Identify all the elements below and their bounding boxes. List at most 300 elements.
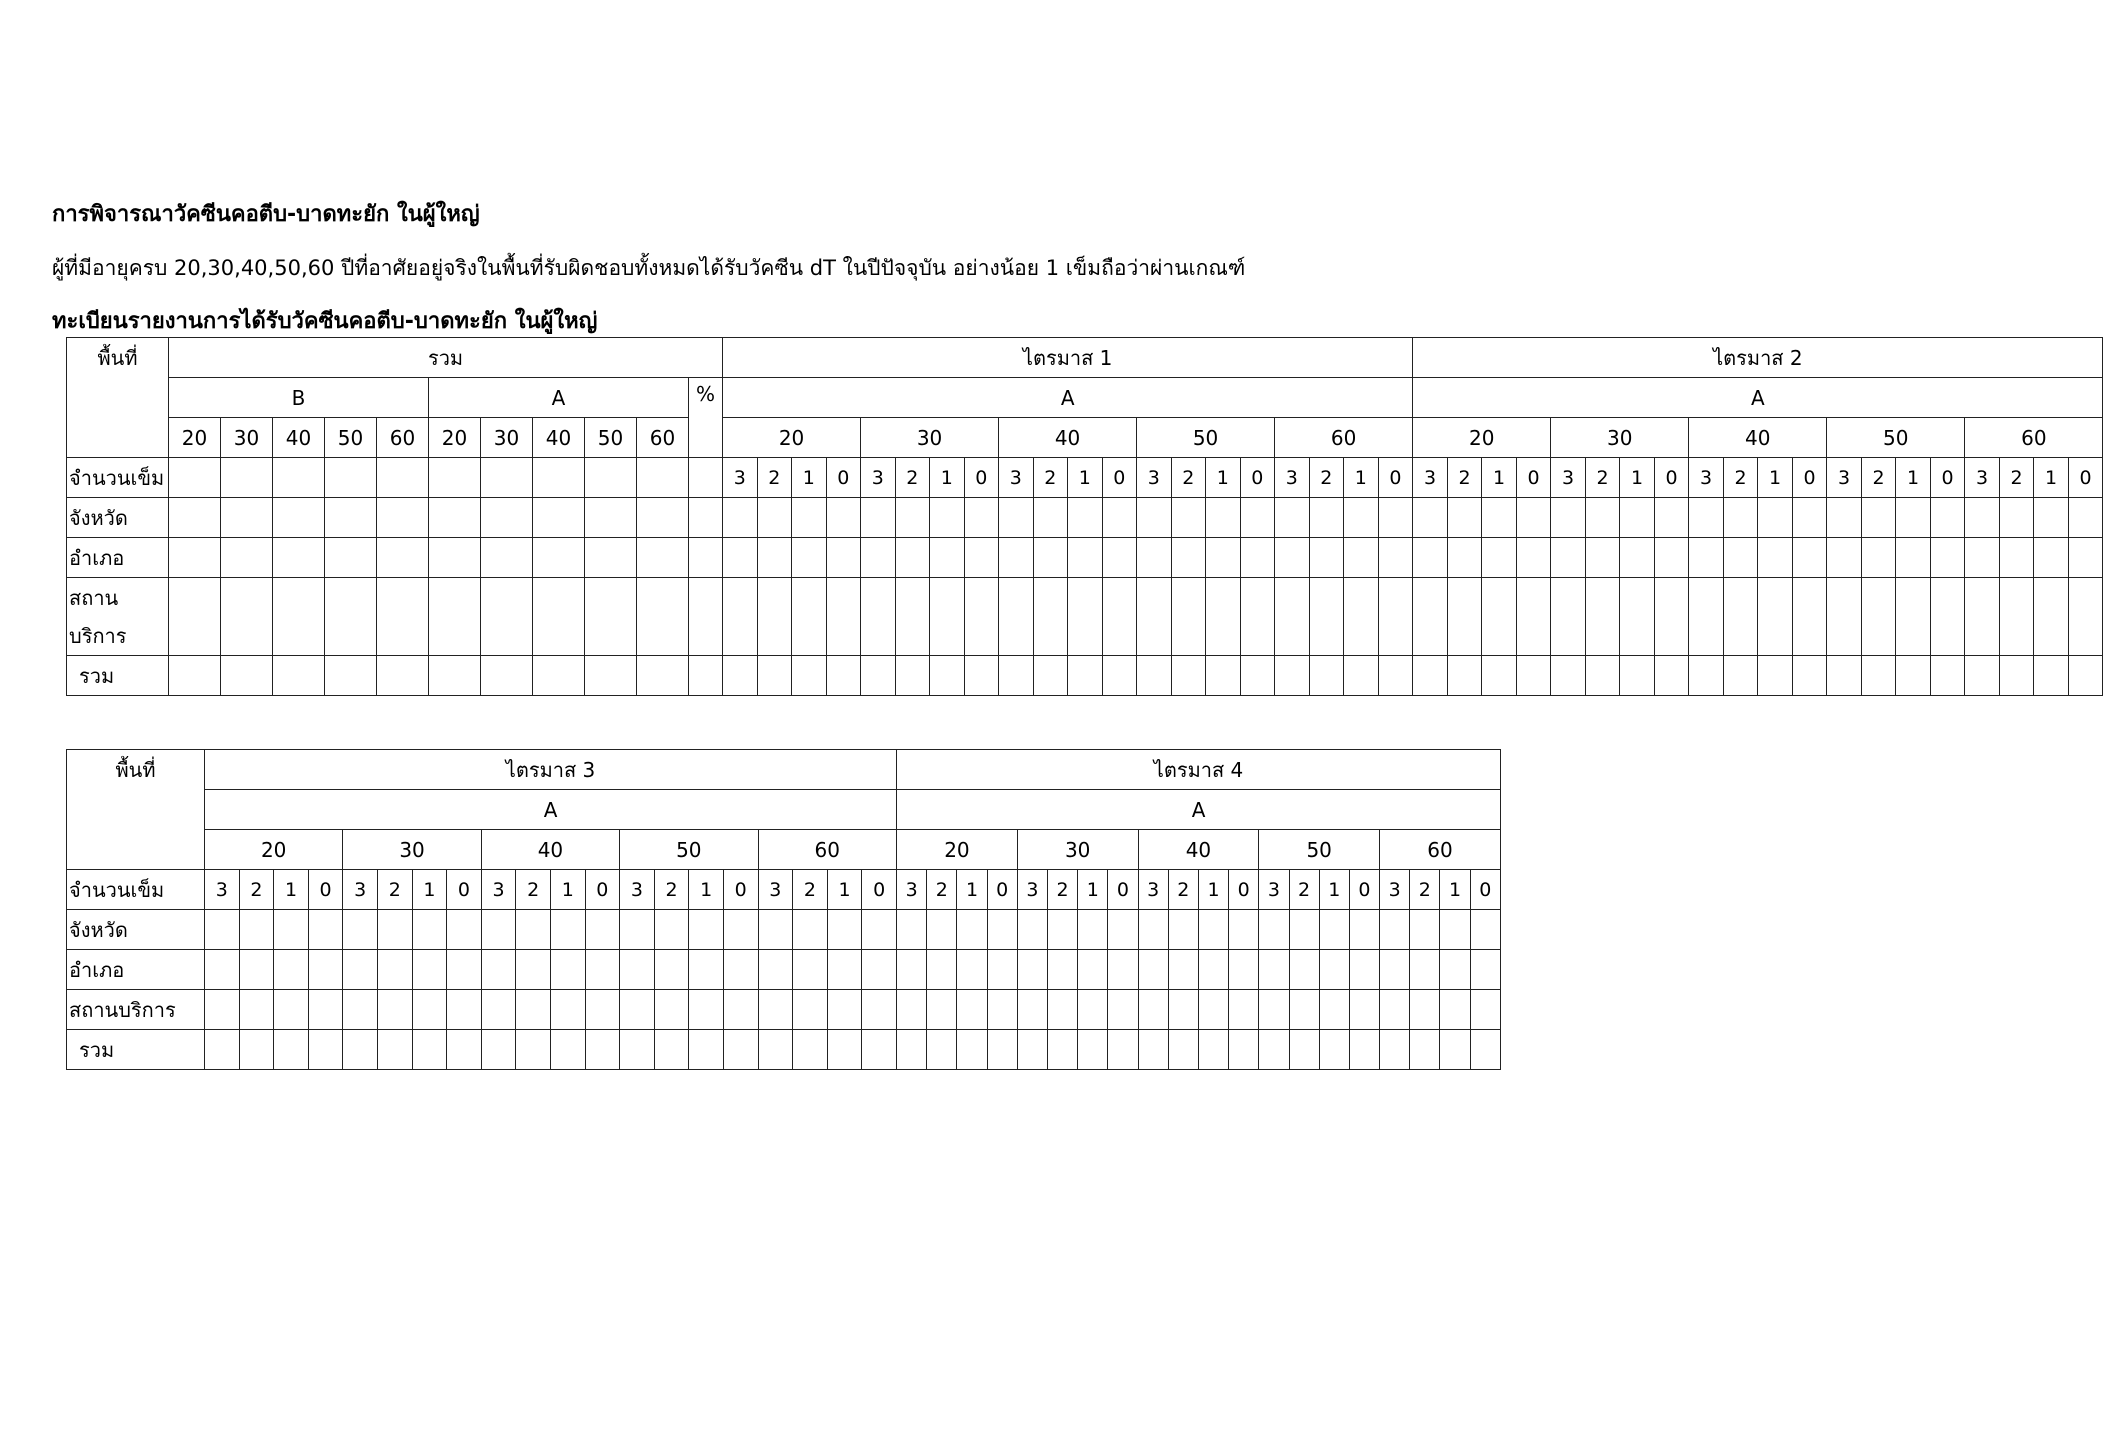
empty-cell	[827, 990, 862, 1030]
empty-cell	[987, 950, 1017, 990]
empty-cell	[792, 538, 827, 578]
empty-cell	[1206, 578, 1241, 656]
empty-cell	[862, 990, 897, 1030]
report-table-q3-q4	[66, 749, 1501, 1070]
age-header: 20	[897, 830, 1018, 870]
empty-cell	[758, 1030, 793, 1070]
empty-cell	[1344, 578, 1379, 656]
empty-cell	[1068, 578, 1103, 656]
empty-cell	[1551, 538, 1586, 578]
dose-header: 1	[1758, 458, 1793, 498]
dose-header: 1	[1068, 458, 1103, 498]
empty-cell	[1168, 1030, 1198, 1070]
report-table-total-q1-q2	[66, 337, 2103, 696]
empty-cell	[169, 578, 221, 656]
empty-cell	[2034, 538, 2069, 578]
empty-cell	[516, 990, 551, 1030]
empty-cell	[1048, 950, 1078, 990]
empty-cell	[1048, 910, 1078, 950]
empty-cell	[1198, 990, 1228, 1030]
empty-cell	[1447, 578, 1482, 656]
empty-cell	[274, 1030, 309, 1070]
empty-cell	[620, 1030, 655, 1070]
empty-cell	[1792, 498, 1827, 538]
empty-cell	[1068, 538, 1103, 578]
empty-cell	[1861, 498, 1896, 538]
dose-header: 2	[1289, 870, 1319, 910]
empty-cell	[1229, 990, 1259, 1030]
empty-cell	[2034, 656, 2069, 696]
dose-header: 0	[723, 870, 758, 910]
dose-header: 1	[827, 870, 862, 910]
dose-header: 3	[1275, 458, 1310, 498]
empty-cell	[1689, 498, 1724, 538]
dose-header: 0	[826, 458, 861, 498]
dose-header: 2	[1585, 458, 1620, 498]
empty-cell	[1206, 538, 1241, 578]
empty-cell	[308, 950, 343, 990]
empty-cell	[897, 990, 927, 1030]
dose-header: 1	[1482, 458, 1517, 498]
header-row-quarters	[67, 750, 1501, 790]
empty-cell	[274, 990, 309, 1030]
area-header: พื้นที่	[67, 338, 169, 458]
empty-cell	[1108, 950, 1138, 990]
empty-cell	[927, 950, 957, 990]
empty-cell	[1482, 498, 1517, 538]
empty-cell	[1758, 538, 1793, 578]
empty-cell	[2034, 578, 2069, 656]
dose-header: 0	[585, 870, 620, 910]
empty-cell	[1229, 1030, 1259, 1070]
empty-cell	[1723, 656, 1758, 696]
empty-cell	[1861, 656, 1896, 696]
empty-cell	[1551, 498, 1586, 538]
empty-cell	[325, 578, 377, 656]
empty-cell	[1078, 910, 1108, 950]
empty-cell	[1078, 950, 1108, 990]
empty-cell	[1380, 990, 1410, 1030]
dose-header: 2	[895, 458, 930, 498]
dose-header: 0	[964, 458, 999, 498]
dose-header: 0	[1378, 458, 1413, 498]
empty-cell	[792, 498, 827, 538]
empty-cell	[481, 498, 533, 538]
dose-header: 0	[1102, 458, 1137, 498]
dose-header: 2	[1168, 870, 1198, 910]
empty-cell	[792, 656, 827, 696]
empty-cell	[1108, 990, 1138, 1030]
empty-cell	[1792, 538, 1827, 578]
age-header: 50	[325, 418, 377, 458]
age-header: 60	[758, 830, 897, 870]
empty-cell	[1017, 910, 1047, 950]
data-row-service-unit	[67, 578, 2103, 656]
empty-cell	[308, 1030, 343, 1070]
empty-cell	[274, 950, 309, 990]
dose-header: 3	[1689, 458, 1724, 498]
empty-cell	[1440, 1030, 1470, 1070]
dose-header: 1	[2034, 458, 2069, 498]
empty-cell	[862, 1030, 897, 1070]
empty-cell	[1827, 498, 1862, 538]
empty-cell	[1289, 990, 1319, 1030]
empty-cell	[585, 498, 637, 538]
empty-cell	[930, 656, 965, 696]
empty-cell	[723, 990, 758, 1030]
empty-cell	[1309, 656, 1344, 696]
empty-cell	[1440, 950, 1470, 990]
empty-cell	[1896, 498, 1931, 538]
empty-cell	[516, 950, 551, 990]
empty-cell	[895, 656, 930, 696]
empty-cell	[1349, 910, 1379, 950]
quarter3-group-header: A	[205, 790, 897, 830]
age-header: 20	[429, 418, 481, 458]
row-label-service-unit: สถานบริการ	[67, 578, 169, 656]
empty-cell	[930, 578, 965, 656]
empty-cell	[221, 458, 273, 498]
empty-cell	[1482, 656, 1517, 696]
empty-cell	[2034, 498, 2069, 538]
dose-header: 1	[792, 458, 827, 498]
empty-cell	[1930, 578, 1965, 656]
empty-cell	[343, 910, 378, 950]
empty-cell	[637, 656, 689, 696]
dose-header: 3	[1259, 870, 1289, 910]
empty-cell	[1689, 578, 1724, 656]
empty-cell	[757, 498, 792, 538]
empty-cell	[1654, 498, 1689, 538]
empty-cell	[239, 950, 274, 990]
empty-cell	[827, 950, 862, 990]
empty-cell	[827, 910, 862, 950]
dose-header: 2	[927, 870, 957, 910]
age-header: 40	[273, 418, 325, 458]
dose-header: 1	[1896, 458, 1931, 498]
empty-cell	[550, 910, 585, 950]
empty-cell	[1259, 910, 1289, 950]
empty-cell	[1017, 1030, 1047, 1070]
empty-cell	[1470, 1030, 1500, 1070]
empty-cell	[1410, 910, 1440, 950]
dose-header: 3	[205, 870, 240, 910]
dose-header: 0	[1108, 870, 1138, 910]
dose-header: 2	[1171, 458, 1206, 498]
empty-cell	[1758, 656, 1793, 696]
empty-cell	[1198, 910, 1228, 950]
empty-cell	[412, 1030, 447, 1070]
empty-cell	[1447, 538, 1482, 578]
empty-cell	[826, 656, 861, 696]
empty-cell	[205, 990, 240, 1030]
empty-cell	[689, 990, 724, 1030]
empty-cell	[1033, 578, 1068, 656]
empty-cell	[827, 1030, 862, 1070]
empty-cell	[723, 910, 758, 950]
empty-cell	[1319, 950, 1349, 990]
empty-cell	[1827, 656, 1862, 696]
age-header: 60	[377, 418, 429, 458]
empty-cell	[1078, 990, 1108, 1030]
quarter1-header: ไตรมาส 1	[723, 338, 1413, 378]
dose-header: 2	[757, 458, 792, 498]
empty-cell	[429, 538, 481, 578]
empty-cell	[169, 498, 221, 538]
empty-cell	[1171, 498, 1206, 538]
empty-cell	[1108, 1030, 1138, 1070]
row-label-total: รวม	[67, 1030, 205, 1070]
empty-cell	[1551, 656, 1586, 696]
age-header: 30	[221, 418, 273, 458]
data-row-total	[67, 656, 2103, 696]
empty-cell	[1827, 578, 1862, 656]
dose-header: 2	[1447, 458, 1482, 498]
empty-cell	[273, 538, 325, 578]
empty-cell	[987, 910, 1017, 950]
dose-header: 2	[793, 870, 828, 910]
empty-cell	[273, 578, 325, 656]
empty-cell	[999, 538, 1034, 578]
empty-cell	[308, 910, 343, 950]
quarter4-header: ไตรมาส 4	[897, 750, 1501, 790]
empty-cell	[1723, 578, 1758, 656]
empty-cell	[343, 950, 378, 990]
empty-cell	[169, 656, 221, 696]
empty-cell	[689, 950, 724, 990]
empty-cell	[481, 950, 516, 990]
empty-cell	[1344, 538, 1379, 578]
dose-header: 0	[1470, 870, 1500, 910]
dose-header: 2	[1410, 870, 1440, 910]
empty-cell	[1447, 498, 1482, 538]
empty-cell	[1319, 1030, 1349, 1070]
empty-cell	[1410, 950, 1440, 990]
empty-cell	[1930, 538, 1965, 578]
register-title: ทะเบียนรายงานการได้รับวัคซีนคอตีบ-บาดทะยัก ในผู้ใหญ่	[52, 309, 598, 334]
empty-cell	[689, 1030, 724, 1070]
dose-header: 1	[1620, 458, 1655, 498]
dose-header: 1	[1440, 870, 1470, 910]
data-row-total	[67, 1030, 1501, 1070]
empty-cell	[1108, 910, 1138, 950]
dose-header: 0	[1792, 458, 1827, 498]
dose-header: 3	[1380, 870, 1410, 910]
empty-cell	[1138, 950, 1168, 990]
empty-cell	[1896, 578, 1931, 656]
empty-cell	[793, 910, 828, 950]
criteria-description: ผู้ที่มีอายุครบ 20,30,40,50,60 ปีที่อาศัยอยู่จริงในพื้นที่รับผิดชอบทั้งหมดได้รับวัคซีน dT ในปีปัจจุบัน อย่างน้อย 1 เข็มถือว่าผ่านเกณฑ์	[52, 256, 1246, 280]
empty-cell	[793, 1030, 828, 1070]
empty-cell	[1102, 578, 1137, 656]
empty-cell	[1999, 498, 2034, 538]
empty-cell	[620, 990, 655, 1030]
empty-cell	[1470, 990, 1500, 1030]
empty-cell	[1138, 910, 1168, 950]
empty-cell	[930, 538, 965, 578]
empty-cell	[930, 498, 965, 538]
dose-header: 2	[1309, 458, 1344, 498]
empty-cell	[1102, 656, 1137, 696]
empty-cell	[826, 578, 861, 656]
quarter4-group-header: A	[897, 790, 1501, 830]
empty-cell	[1516, 498, 1551, 538]
empty-cell	[447, 910, 482, 950]
age-header: 40	[999, 418, 1137, 458]
empty-cell	[1620, 578, 1655, 656]
empty-cell	[1930, 498, 1965, 538]
empty-cell	[654, 910, 689, 950]
dose-header: 3	[1965, 458, 2000, 498]
group-a-header: A	[429, 378, 689, 418]
dose-header: 0	[862, 870, 897, 910]
empty-cell	[325, 656, 377, 696]
empty-cell	[1999, 656, 2034, 696]
empty-cell	[1516, 578, 1551, 656]
row-label-district: อำเภอ	[67, 538, 169, 578]
empty-cell	[1792, 656, 1827, 696]
empty-cell	[1689, 656, 1724, 696]
empty-cell	[1447, 656, 1482, 696]
empty-cell	[481, 656, 533, 696]
row-label-total: รวม	[67, 656, 169, 696]
empty-cell	[1654, 578, 1689, 656]
empty-cell	[897, 910, 927, 950]
empty-cell	[654, 950, 689, 990]
quarter2-group-header: A	[1413, 378, 2103, 418]
empty-cell	[273, 656, 325, 696]
empty-cell	[897, 950, 927, 990]
quarter2-header: ไตรมาส 2	[1413, 338, 2103, 378]
empty-cell	[1240, 578, 1275, 656]
dose-header: 3	[1551, 458, 1586, 498]
empty-cell	[239, 1030, 274, 1070]
dose-header: 2	[1033, 458, 1068, 498]
dose-header: 2	[1048, 870, 1078, 910]
row-label-province: จังหวัด	[67, 910, 205, 950]
empty-cell	[964, 498, 999, 538]
percent-header: %	[689, 378, 723, 458]
empty-cell	[205, 1030, 240, 1070]
empty-cell	[897, 1030, 927, 1070]
empty-cell	[723, 656, 758, 696]
empty-cell	[999, 498, 1034, 538]
empty-cell	[481, 538, 533, 578]
empty-cell	[325, 458, 377, 498]
empty-cell	[377, 498, 429, 538]
dose-header: 2	[377, 870, 412, 910]
empty-cell	[1289, 950, 1319, 990]
empty-cell	[1930, 656, 1965, 696]
empty-cell	[1999, 538, 2034, 578]
empty-cell	[1275, 578, 1310, 656]
empty-cell	[585, 656, 637, 696]
empty-cell	[447, 1030, 482, 1070]
empty-cell	[1896, 656, 1931, 696]
empty-cell	[895, 578, 930, 656]
empty-cell	[1861, 538, 1896, 578]
empty-cell	[1137, 656, 1172, 696]
empty-cell	[862, 950, 897, 990]
dose-header: 3	[861, 458, 896, 498]
empty-cell	[1068, 498, 1103, 538]
empty-cell	[1206, 498, 1241, 538]
empty-cell	[429, 656, 481, 696]
empty-cell	[1413, 578, 1448, 656]
empty-cell	[862, 910, 897, 950]
empty-cell	[957, 990, 987, 1030]
empty-cell	[1137, 578, 1172, 656]
empty-cell	[1033, 538, 1068, 578]
empty-cell	[533, 578, 585, 656]
empty-cell	[957, 1030, 987, 1070]
empty-cell	[1965, 656, 2000, 696]
empty-cell	[1206, 656, 1241, 696]
empty-cell	[1620, 538, 1655, 578]
empty-cell	[1758, 578, 1793, 656]
empty-cell	[793, 950, 828, 990]
dose-header: 0	[1349, 870, 1379, 910]
age-header: 30	[343, 830, 481, 870]
empty-cell	[377, 538, 429, 578]
empty-cell	[1440, 910, 1470, 950]
empty-cell	[1171, 538, 1206, 578]
empty-cell	[1827, 538, 1862, 578]
empty-cell	[1516, 656, 1551, 696]
dose-header: 3	[1017, 870, 1047, 910]
age-header: 30	[861, 418, 999, 458]
dose-header: 1	[550, 870, 585, 910]
empty-cell	[1048, 1030, 1078, 1070]
empty-cell	[585, 458, 637, 498]
empty-cell	[1349, 990, 1379, 1030]
empty-cell	[1259, 950, 1289, 990]
empty-cell	[1171, 578, 1206, 656]
empty-cell	[793, 990, 828, 1030]
age-header: 40	[1689, 418, 1827, 458]
empty-cell	[964, 538, 999, 578]
empty-cell	[1078, 1030, 1108, 1070]
empty-cell	[999, 656, 1034, 696]
dose-header: 2	[1999, 458, 2034, 498]
empty-cell	[1965, 498, 2000, 538]
data-row-dose-count	[67, 870, 1501, 910]
empty-cell	[1440, 990, 1470, 1030]
header-row-ages	[67, 830, 1501, 870]
empty-cell	[1168, 990, 1198, 1030]
empty-cell	[1309, 498, 1344, 538]
data-row-province	[67, 910, 1501, 950]
empty-cell	[1033, 656, 1068, 696]
empty-cell	[1319, 990, 1349, 1030]
empty-cell	[1229, 950, 1259, 990]
empty-cell	[987, 1030, 1017, 1070]
dose-header: 0	[447, 870, 482, 910]
empty-cell	[533, 538, 585, 578]
empty-cell	[1896, 538, 1931, 578]
empty-cell	[1259, 990, 1289, 1030]
empty-cell	[221, 656, 273, 696]
empty-cell	[1758, 498, 1793, 538]
age-header: 20	[1413, 418, 1551, 458]
empty-cell	[1168, 950, 1198, 990]
empty-cell	[550, 1030, 585, 1070]
empty-cell	[343, 990, 378, 1030]
empty-cell	[758, 910, 793, 950]
empty-cell	[637, 498, 689, 538]
empty-cell	[481, 910, 516, 950]
empty-cell	[689, 458, 723, 498]
